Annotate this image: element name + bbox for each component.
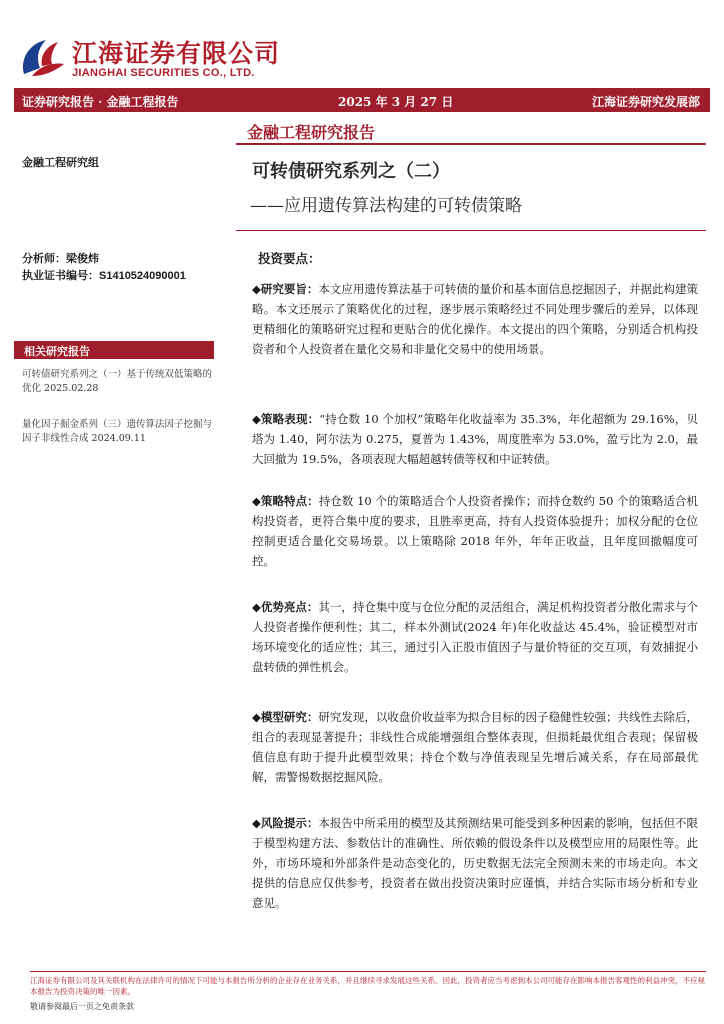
page-title: 可转债研究系列之（二） bbox=[252, 161, 450, 182]
paragraph-text: “持仓数 10 个加权”策略年化收益率为 35.3%，年化超额为 29.16%，贝塔为 1.40，阿尔法为 0.275，夏普为 1.43%，周度胜率为 53.0%，盈亏比为 2.0，最大回撤为 19.5%，各项表现大幅超越转债等权和中证转债。 bbox=[252, 412, 698, 466]
paragraph-label: 风险提示： bbox=[260, 816, 319, 830]
disclaimer-text: 江海证券有限公司及其关联机构在法律许可的情况下可能与本报告所分析的企业存在业务关系，并且继续寻求发展这些关系。因此，投资者应当考虑到本公司可能存在影响本报告客观性的利益冲突，不应视本报告为投资决策的唯一因素。 bbox=[30, 976, 705, 996]
paragraph-text: 研究发现，以收盘价收益率为拟合目标的因子稳健性较强；共线性去除后，组合的表现显著提升；非线性合成能增强组合整体表现，但损耗最优组合表现；保留极值信息有助于提升此模型效果；持仓个数与净值表现呈先增后减关系，存在局部最优解，需警惕数据挖掘风险。 bbox=[252, 710, 699, 784]
report-category: 证券研究报告 · 金融工程报告 bbox=[22, 95, 179, 109]
related-report-link[interactable]: 可转债研究系列之（一）基于传统双低策略的优化 2025.02.28 bbox=[22, 369, 213, 394]
company-name-en: JIANGHAI SECURITIES CO., LTD. bbox=[72, 67, 255, 79]
related-report-link[interactable]: 量化因子掘金系列（三）遗传算法因子挖掘与因子非线性合成 2024.09.11 bbox=[22, 419, 213, 444]
highlight-paragraph bbox=[252, 597, 698, 677]
page-subtitle: ——应用遗传算法构建的可转债策略 bbox=[250, 196, 522, 216]
company-logo-icon bbox=[18, 36, 68, 80]
divider bbox=[236, 230, 706, 231]
paragraph-text: 其一，持仓集中度与仓位分配的灵活组合，满足机构投资者分散化需求与个人投资者操作便利性；其二，样本外测试(2024 年)年化收益达 45.4%，验证模型对市场环境变化的适应性；其三，通过引入正股市值因子与量价特征的交互项，有效捕捉小盘转债的弹性机会。 bbox=[252, 600, 699, 674]
cert-label: 执业证书编号： bbox=[22, 269, 99, 282]
paragraph-text: 本文应用遗传算法基于可转债的量价和基本面信息挖掘因子，并据此构建策略。本文还展示了策略优化的过程，逐步展示策略经过不同处理步骤后的差异，以体现更精细化的策略研究过程和更贴合的优化操作。本文提出的四个策略，分别适合机构投资者和个人投资者在量化交易和非量化交易中的使用场景。 bbox=[252, 282, 699, 356]
highlight-paragraph bbox=[252, 279, 698, 359]
highlight-paragraph bbox=[252, 409, 698, 469]
footer-divider bbox=[30, 971, 706, 972]
highlight-paragraph bbox=[252, 707, 698, 787]
diamond-bullet-icon: ◆ bbox=[252, 282, 261, 296]
department: 江海证券研究发展部 bbox=[591, 95, 700, 109]
report-type: 金融工程研究报告 bbox=[247, 123, 376, 142]
highlight-paragraph bbox=[252, 491, 698, 571]
diamond-bullet-icon: ◆ bbox=[252, 494, 261, 508]
paragraph-label: 研究要旨： bbox=[260, 282, 319, 296]
analyst-name: 梁俊炜 bbox=[66, 252, 99, 265]
paragraph-text: 持仓数 10 个的策略适合个人投资者操作；而持仓数约 50 个的策略适合机构投资者，更符合集中度的要求，且胜率更高，持有人投资体验提升；加权分配的仓位控制更适合量化交易场景。以上策略除 2018 年外，年年正收益，且年度回撤幅度可控。 bbox=[252, 494, 698, 568]
header-bar bbox=[14, 88, 710, 112]
paragraph-label: 策略特点： bbox=[260, 494, 319, 508]
divider bbox=[236, 143, 706, 145]
paragraph-label: 优势亮点： bbox=[260, 600, 319, 614]
highlight-paragraph bbox=[252, 813, 698, 913]
paragraph-text: 本报告中所采用的模型及其预测结果可能受到多种因素的影响，包括但不限于模型构建方法、参数估计的准确性、所依赖的假设条件以及模型应用的局限性等。此外，市场环境和外部条件是动态变化的，历史数据无法完全预测未来的市场走向。本文提供的信息应仅供参考，投资者在做出投资决策时应谨慎，并结合实际市场分析和专业意见。 bbox=[252, 816, 699, 910]
paragraph-label: 模型研究： bbox=[260, 710, 319, 724]
analyst-label: 分析师： bbox=[22, 252, 66, 265]
diamond-bullet-icon: ◆ bbox=[252, 710, 261, 724]
analyst-info bbox=[22, 250, 99, 266]
highlights-heading: 投资要点： bbox=[258, 251, 321, 266]
diamond-bullet-icon: ◆ bbox=[252, 600, 261, 614]
paragraph-label: 策略表现： bbox=[261, 412, 320, 426]
footer-note: 敬请参阅最后一页之免责条款 bbox=[30, 1002, 134, 1011]
certificate-info bbox=[22, 267, 186, 283]
company-name-cn: 江海证券有限公司 bbox=[72, 39, 281, 68]
report-date: 2025 年 3 月 27 日 bbox=[338, 95, 454, 109]
diamond-bullet-icon: ◆ bbox=[252, 816, 261, 830]
cert-number: S1410524090001 bbox=[99, 270, 186, 282]
diamond-bullet-icon: ◆ bbox=[252, 412, 261, 426]
research-group: 金融工程研究组 bbox=[22, 156, 99, 169]
related-reports-header: 相关研究报告 bbox=[14, 341, 214, 359]
